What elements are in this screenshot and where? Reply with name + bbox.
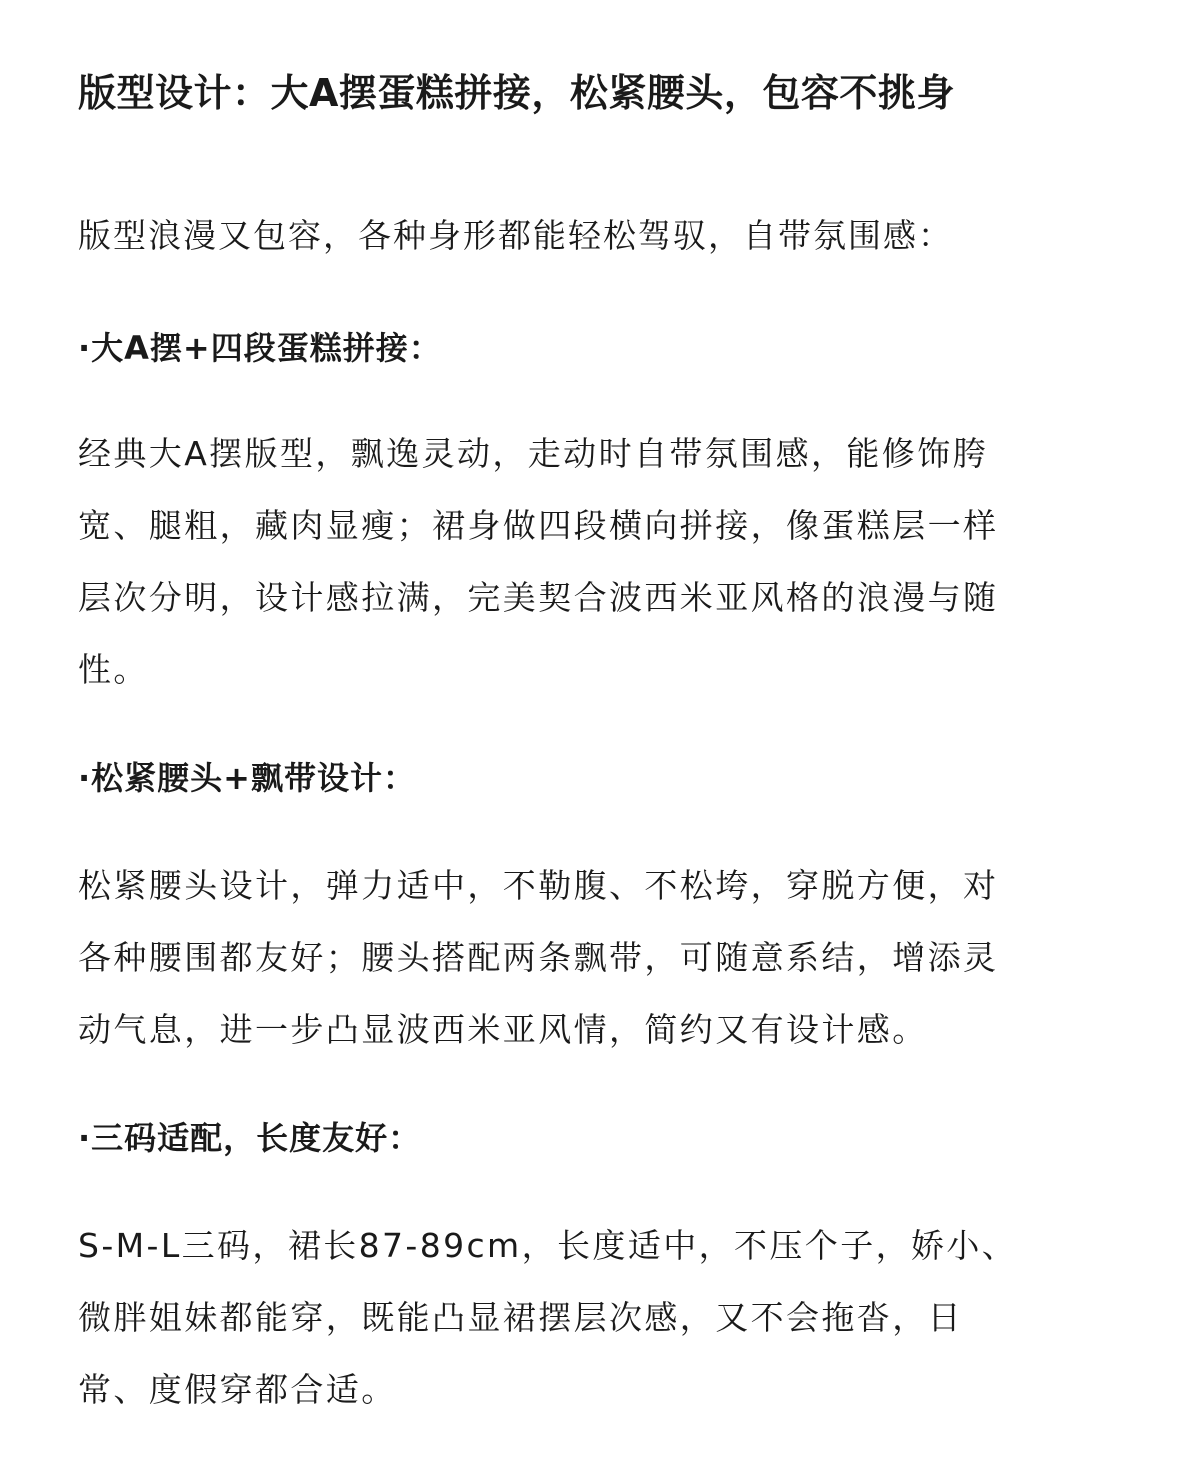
- section-heading-waistband: ·松紧腰头+飘带设计：: [78, 759, 416, 797]
- section-body-silhouette: [78, 418, 1118, 706]
- intro-text: 版型浪漫又包容，各种身形都能轻松驾驭，自带氛围感：: [78, 216, 953, 255]
- paragraph-line: 常、度假穿都合适。: [78, 1370, 397, 1409]
- paragraph-line: 微胖姐妹都能穿，既能凸显裙摆层次感，又不会拖沓，日: [78, 1298, 963, 1337]
- section-body-sizes: [78, 1210, 1118, 1426]
- paragraph-line: 松紧腰头设计，弹力适中，不勒腹、不松垮，穿脱方便，对: [78, 866, 999, 905]
- page-title: 版型设计：大A摆蛋糕拼接，松紧腰头，包容不挑身: [78, 71, 955, 115]
- section-heading-silhouette: ·大A摆+四段蛋糕拼接：: [78, 329, 442, 367]
- paragraph-line: 经典大A摆版型，飘逸灵动，走动时自带氛围感，能修饰胯: [78, 434, 988, 473]
- paragraph-line: 宽、腿粗，藏肉显瘦；裙身做四段横向拼接，像蛋糕层一样: [78, 506, 999, 545]
- paragraph-line: 层次分明，设计感拉满，完美契合波西米亚风格的浪漫与随: [78, 578, 999, 617]
- paragraph-line: S-M-L三码，裙长87-89cm，长度适中，不压个子，娇小、: [78, 1226, 1018, 1265]
- section-body-waistband: [78, 850, 1118, 1066]
- paragraph-line: 各种腰围都友好；腰头搭配两条飘带，可随意系结，增添灵: [78, 938, 999, 977]
- paragraph-line: 性。: [78, 650, 149, 689]
- paragraph-line: 动气息，进一步凸显波西米亚风情，简约又有设计感。: [78, 1010, 928, 1049]
- section-heading-sizes: ·三码适配，长度友好：: [78, 1119, 422, 1157]
